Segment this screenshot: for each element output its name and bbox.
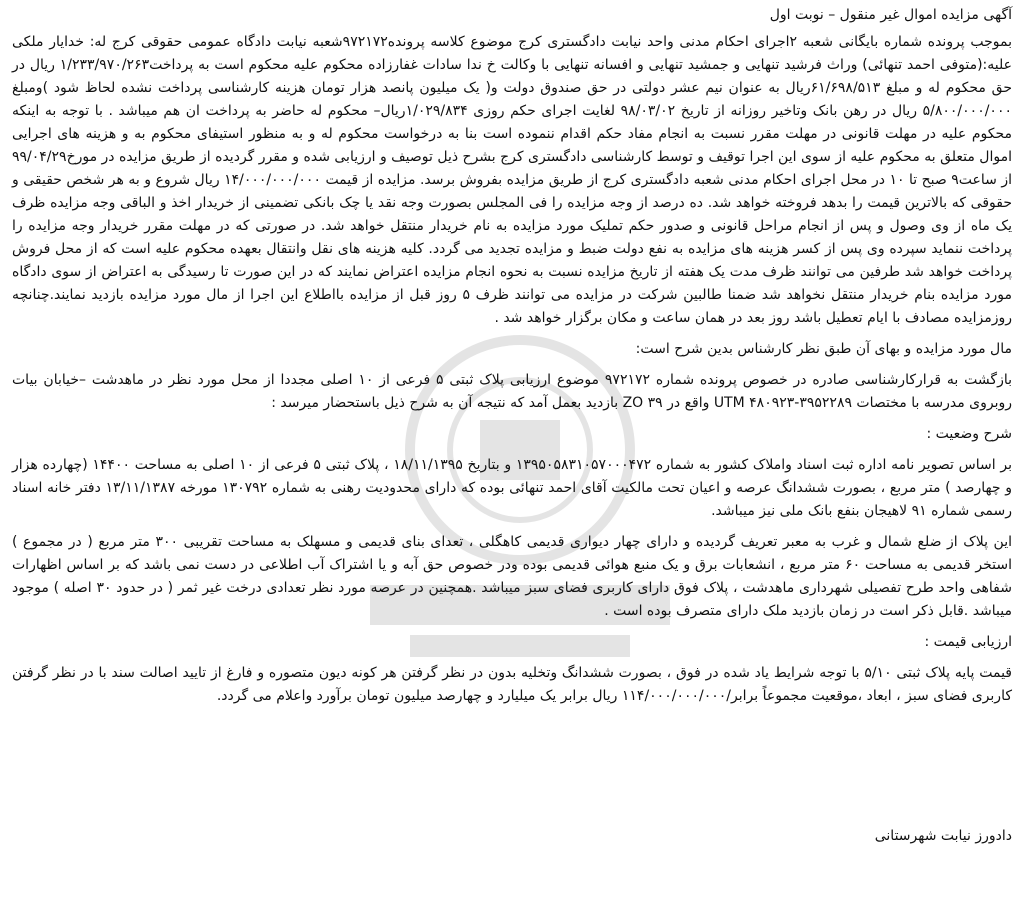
status-heading: شرح وضعیت : xyxy=(926,426,1012,442)
property-heading: مال مورد مزایده و بهای آن طبق نظر کارشناس بدین شرح است: xyxy=(635,341,1012,357)
valuation-paragraph: قیمت پایه پلاک ثبتی ۵/۱۰ با توجه شرایط یاد شده در فوق ، بصورت ششدانگ وتخلیه بدون در نظر گرفتن هر کونه دیون متصوره و فارغ از تایید اصالت سند با در نظر گرفتن کاربری فضای سبز ، ابعاد ،موقعیت مجموعاً برابر/۱۱۴/۰۰۰/۰۰۰/۰۰۰ ریال برابر یک میلیارد و چهارصد میلیون تومان برآورد واعلام می گردد. xyxy=(12,665,1012,704)
notice-content xyxy=(12,4,1012,708)
signature-line: دادورز نیابت شهرستانی xyxy=(874,828,1012,844)
expert-report-paragraph: بازگشت به قرارکارشناسی صادره در خصوص پرونده شماره ۹۷۲۱۷۲ موضوع ارزیابی پلاک ثبتی ۵ فرعی از ۱۰ اصلی مجددا از محل مورد نظر در ماهدشت –خیابان بیات روبروی مدرسه با مختصات ۳۹۵۲۲۸۹-۴۸۰۹۲۳ UTM واقع در ZO ۳۹ بازدید بعمل آمد که نتیجه آن به شرح ذیل باستحضار میرسد : xyxy=(12,372,1012,411)
notice-title: آگهی مزایده اموال غیر منقول – نوبت اول xyxy=(769,7,1012,23)
notice-intro-paragraph: بموجب پرونده شماره بایگانی شعبه ۲اجرای احکام مدنی واحد نیابت دادگستری کرج موضوع کلاسه پرونده۹۷۲۱۷۲شعبه نیابت دادگاه عمومی حقوقی کرج له: خدایار ملکی علیه:(متوفی احمد تنهائی) وراث فرشید تنهایی و جمشید تنهایی و افسانه تنهایی با وکالت خ ندا سادات غفارزاده محکوم علیه محکوم است به پرداخت۱/۲۳۳/۹۷۰/۲۶۳ ریال در حق محکوم له و مبلغ ۶۱/۶۹۸/۵۱۳ریال به عنوان نیم عشر دولتی در حق صندوق دولت و( یک میلیون پانصد هزار تومان هزینه کارشناسی پرداخت نشده لحاظ شود )ومبلغ ۵/۸۰۰/۰۰۰/۰۰۰ ریال در رهن بانک وتاخیر روزانه از تاریخ ۹۸/۰۳/۰۲ لغایت اجرای حکم روزی ۱/۰۲۹/۸۳۴ریال– محکوم له حاضر به پرداخت ان هم میباشد . با توجه به اینکه محکوم علیه در مهلت قانونی در مهلت مقرر نسبت به انجام مفاد حکم اقدام ننموده است بنا به درخواست محکوم له و به منظور استیفای محکوم به و هزینه های اجرایی اموال متعلق به محکوم علیه از سوی این اجرا توقیف و توسط کارشناسی دادگستری کرج بشرح ذیل توصیف و ارزیابی شده و مقرر گردیده از طریق مزایده در مورخ۹۹/۰۴/۲۹ از ساعت۹ صبح تا ۱۰ در محل اجرای احکام مدنی شعبه دادگستری کرج از طریق مزایده بفروش برسد. مزایده از قیمت ۱۴/۰۰۰/۰۰۰/۰۰۰ ریال شروع و به هر شخص حقیقی و حقوقی که بالاترین قیمت را بدهد فروخته خواهد شد. ده درصد از وجه مزایده را فی المجلس بصورت وجه نقد یا چک بانکی تضمینی از خریدار اخذ و الباقی وجه مزایده ظرف یک ماه از وی وصول و پس از انجام مراحل قانونی و صدور حکم تملیک مورد مزایده به نام خریدار منتقل خواهد شد. در صورتی که در مهلت مقرر خریدار وجه مزایده را پرداخت ننماید سپرده وی پس از کسر هزینه های مزایده به نفع دولت ضبط و مزایده تجدید می گردد. کلیه هزینه های نقل وانتقال بعهده محکوم علیه است که از محل فروش پرداخت خواهد شد طرفین می توانند ظرف مدت یک هفته از تاریخ مزایده نسبت به نحوه انجام مزایده اعتراض نمایند که در این صورت تا رسیدگی به اعتراض از سوی دادگاه مورد مزایده بنام خریدار منتقل نخواهد شد ضمنا طالبین شرکت در مزایده می توانند ظرف ۵ روز قبل از مزایده بااطلاع این اجرا از مال مورد مزایده بازدید نمایند.چنانچه روزمزایده مصادف با ایام تعطیل باشد روز بعد در همان ساعت و مکان برگزار خواهد شد . xyxy=(12,34,1012,326)
property-description-paragraph: این پلاک از ضلع شمال و غرب به معبر تعریف گردیده و دارای چهار دیواری قدیمی کاهگلی ، تعدای بنای قدیمی و مسهلک به مساحت تقریبی ۳۰۰ متر مربع ( در مجموع ) استخر قدیمی به مساحت ۶۰ متر مربع ، انشعابات برق و یک منبع هوائی قدیمی بوده ودر خصوص حق آبه و یا اشتراک آب اطلاعی در دست نمی باشد که بر اساس اظهارات شفاهی واحد طرح تفصیلی شهرداری ماهدشت ، پلاک فوق دارای کاربری فضای سبز میباشد .همچنین در عرصه مورد نظر تعدادی درخت غیر ثمر ( در حدود ۳۰ اصله ) موجود میباشد .قابل ذکر است در زمان بازدید ملک دارای متصرف بوده است . xyxy=(12,534,1012,619)
valuation-heading: ارزیابی قیمت : xyxy=(924,634,1012,650)
status-paragraph: بر اساس تصویر نامه اداره ثبت اسناد واملاک کشور به شماره ۱۳۹۵۰۵۸۳۱۰۵۷۰۰۰۴۷۲ و بتاریخ ۱۸/۱۱/۱۳۹۵ ، پلاک ثبتی ۵ فرعی از ۱۰ اصلی به مساحت ۱۴۴۰۰ (چهارده هزار و چهارصد ) متر مربع ، بصورت ششدانگ عرصه و اعیان تحت مالکیت آقای احمد تنهائی بوده که دارای محدودیت رهنی به شماره ۱۳۰۷۹۲ مورخه ۱۳/۱۱/۱۳۸۷ دفتر خانه اسناد رسمی شماره ۹۱ لاهیجان بنفع بانک ملی نیز میباشد. xyxy=(12,457,1012,519)
